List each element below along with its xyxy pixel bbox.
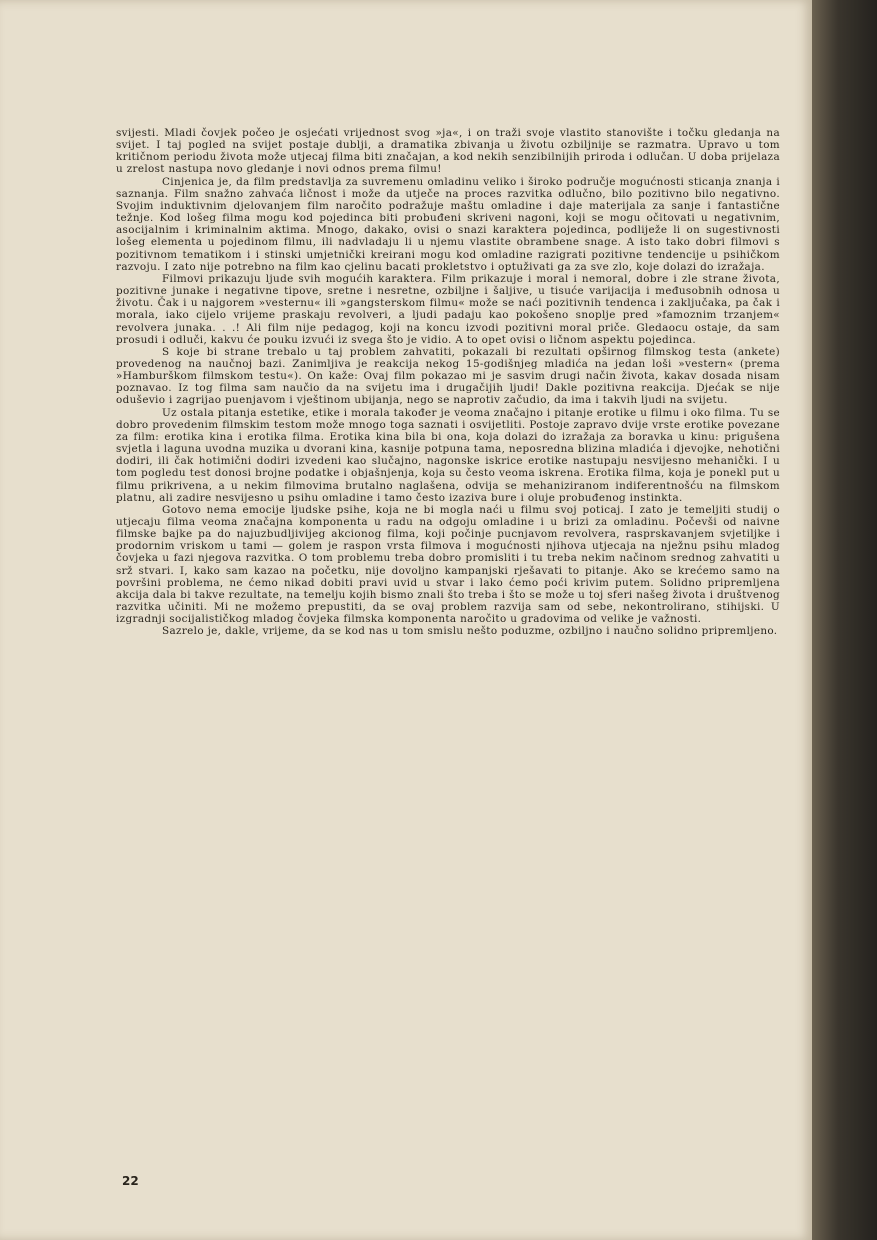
paragraph-3: Filmovi prikazuju ljude svih mogućih karaktera. Film prikazuje i moral i nemoral, dobre i zle strane života, pozitivne junake i negativne tipove, sretne i nesretne, ozbiljne i šaljive, u tisuće varijacija i međusobnih odnosa u životu. Čak i u najgorem »vesternu« ili »gangsterskom filmu« može se naći pozitivnih tendenca i zaključaka, pa čak i morala, iako cijelo vrijeme praskaju revolveri, a ljudi padaju kao pokošeno snoplje pred »famoznim trzanjem« revolvera junaka. . .! Ali film nije pedagog, koji na koncu izvodi pozitivni moral priče. Gledaocu ostaje, da sam prosudi i odluči, kakvu će pouku izvući iz svega što je vidio. A to opet ovisi o ličnom aspektu pojedinca.	[116, 272, 780, 346]
paragraph-7: Sazrelo je, dakle, vrijeme, da se kod nas u tom smislu nešto poduzme, ozbiljno i naučno solidno pripremljeno.	[162, 625, 778, 638]
page-number: 22	[122, 1174, 139, 1188]
paragraph-2: Cinjenica je, da film predstavlja za suvremenu omladinu veliko i široko područje mogućnosti sticanja znanja i saznanja. Film snažno zahvaća ličnost i može da utječe na proces razvitka odlučno, bilo pozitivno bilo negativno. Svojim induktivnim djelovanjem film naročito podražuje maštu omladine i daje materijala za sanje i fantastične težnje. Kod lošeg filma mogu kod pojedinca biti probuđeni skriveni nagoni, koji se mogu očitovati u negativnim, asocijalnim i kriminalnim aktima. Mnogo, dakako, ovisi o snazi karaktera pojedinca, podliježe li on sugestivnosti lošeg elementa u pojedinom filmu, ili nadvladaju li u njemu vlastite obrambene snage. A isto tako dobri filmovi s pozitivnom tematikom i i stinski umjetnički kreirani mogu kod omladine razigrati pozitivne tendencije u psihičkom razvoju. I zato nije potrebno na film kao cjelinu bacati prokletstvo i optuživati ga za sve zlo, koje dolazi do izražaja.	[116, 175, 780, 273]
paragraph-1: svijesti. Mladi čovjek počeo je osjećati vrijednost svog »ja«, i on traži svoje vlastito stanovište i točku gledanja na svijet. I taj pogled na svijet postaje dublji, a dramatika zbivanja u životu ozbiljnije se razmatra. Upravo u tom kritičnom periodu života može utjecaj filma biti značajan, a kod nekih senzibilnijih priroda i odlučan. U doba prijelaza u zrelost nastupa novo gledanje i novi odnos prema filmu!	[116, 127, 780, 176]
body-text	[116, 127, 780, 638]
paragraph-6: Gotovo nema emocije ljudske psihe, koja ne bi mogla naći u filmu svoj poticaj. I zato je temeljiti studij o utjecaju filma veoma značajna komponenta u radu na odgoju omladine i u brizi za omladinu. Počevši od naivne filmske bajke pa do najuzbudljivijeg akcionog filma, koji počinje pucnjavom revolvera, rasprskavanjem svjetiljke i prodornim vriskom u tami — golem je raspon vrsta filmova i mogućnosti njihova utjecaja na nježnu psihu mladog čovjeka u fazi njegova razvitka. O tom problemu treba dobro promisliti i tu treba nekim načinom srednog zahvatiti u srž stvari. I, kako sam kazao na početku, nije dovoljno kampanjski rješavati to pitanje. Ako se krećemo samo na površini problema, ne ćemo nikad dobiti pravi uvid u stvar i lako ćemo poći krivim putem. Solidno pripremljena akcija dala bi takve rezultate, na temelju kojih bismo znali što treba i što se može u toj sferi našeg života i društvenog razvitka učiniti. Mi ne možemo prepustiti, da se ovaj problem razvija sam od sebe, nekontrolirano, stihijski. U izgradnji socijalističkog mladog čovjeka filmska komponenta naročito u gradovima od velike je važnosti.	[116, 503, 780, 626]
paragraph-5: Uz ostala pitanja estetike, etike i morala također je veoma značajno i pitanje erotike u filmu i oko filma. Tu se dobro provedenim filmskim testom može mnogo toga saznati i osvijetliti. Postoje zapravo dvije vrste erotike povezane za film: erotika kina i erotika filma. Erotika kina bila bi ona, koja dolazi do izražaja za boravka u kinu: prigušena svjetla i laguna uvodna muzika u dvorani kina, kasnije potpuna tama, neposredna blizina mladića i djevojke, nehotični dodiri, ili čak hotimični dodiri izvedeni kao slučajno, nagonske iskrice erotike nastupaju nesvijesno mehanički. I u tom pogledu test donosi brojne podatke i objašnjenja, koja su često veoma iskrena. Erotika filma, koja je ponekl put u filmu prikrivena, a u nekim filmovima brutalno naglašena, odvija se mehaniziranom indiferentnošću na filmskom platnu, ali zadire nesvijesno u psihu omladine i tamo često izaziva bure i oluje probuđenog instinkta.	[116, 406, 780, 504]
page-edge-shadow	[812, 0, 877, 1240]
paragraph-4: S koje bi strane trebalo u taj problem zahvatiti, pokazali bi rezultati opširnog filmskog testa (ankete) provedenog na naučnoj bazi. Zanimljiva je reakcija nekog 15-godišnjeg mladića na jedan loši »vestern« (prema »Hamburškom filmskom testu«). On kaže: Ovaj film pokazao mi je sasvim drugi način života, kakav dosada nisam poznavao. Iz tog filma sam naučio da na svijetu ima i drugačijih ljudi! Dakle pozitivna reakcija. Djećak se nije oduševio i zagrijao puenjavom i vještinom ubijanja, nego se naprotiv začudio, da ima i takvih ljudi na svijetu.	[116, 345, 780, 407]
